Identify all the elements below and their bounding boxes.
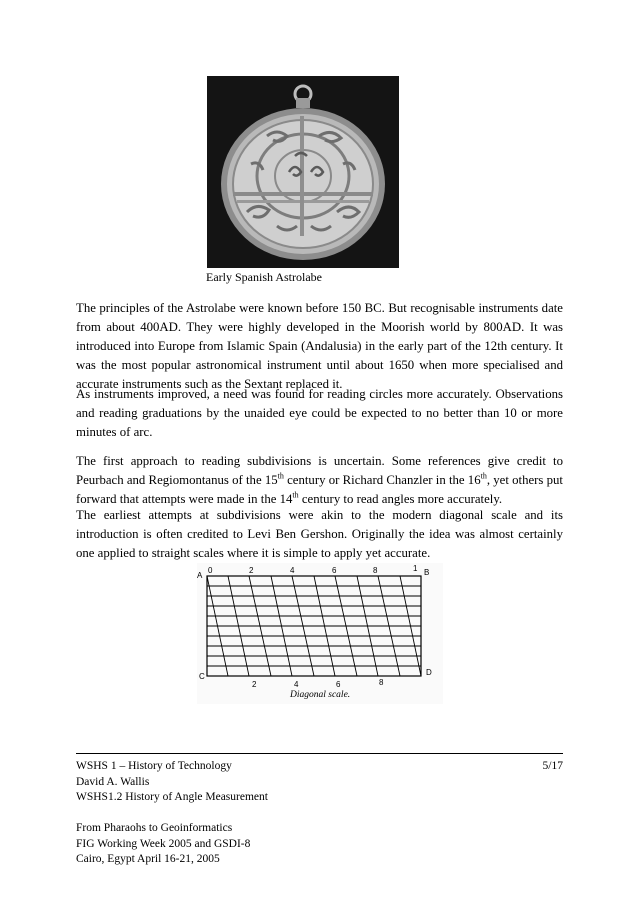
- top-tick-label: 1: [413, 564, 418, 573]
- bottom-tick-label: 2: [252, 680, 257, 689]
- corner-label-d: D: [426, 668, 432, 677]
- paragraph-subdivisions-origin: The first approach to reading subdivisions is uncertain. Some references give credit to Peurbach and Regiomontanus of the 15th century or Richard Chanzler in the 16th, yet others put forward that attempts were made in the 14th century to read angles more accurately.: [76, 454, 563, 506]
- top-tick-label: 6: [332, 566, 337, 575]
- footer-session: WSHS1.2 History of Angle Measurement: [76, 791, 268, 803]
- footer-author: David A. Wallis: [76, 775, 150, 788]
- paragraph-reading-accuracy: As instruments improved, a need was found for reading circles more accurately. Observations and reading graduations by the unaided eye could be expected to no better than 10 or more minutes of arc.: [76, 387, 563, 439]
- corner-label-b: B: [424, 568, 430, 577]
- bottom-tick-label: 6: [336, 680, 341, 689]
- footer-publication: From Pharaohs to Geoinformatics: [76, 822, 233, 834]
- paragraph-diagonal-scale: The earliest attempts at subdivisions were akin to the modern diagonal scale and its introduction is often credited to Levi Ben Gershon. Originally the idea was almost certainly one applied to straight scales where it is simple to apply yet accurate.: [76, 508, 563, 560]
- top-tick-label: 4: [290, 566, 295, 575]
- figure-caption: Diagonal scale.: [290, 690, 351, 700]
- bottom-tick-label: 8: [379, 678, 384, 687]
- astrolabe-photo: [207, 76, 399, 268]
- page-footer: [76, 759, 563, 868]
- footer-course-title: WSHS 1 – History of Technology: [76, 760, 232, 772]
- image-caption: Early Spanish Astrolabe: [206, 270, 322, 284]
- corner-label-a: A: [197, 571, 203, 580]
- page-number: 5/17: [542, 760, 563, 772]
- diagonal-scale-figure: [197, 563, 443, 704]
- footer-location: Cairo, Egypt April 16-21, 2005: [76, 853, 220, 865]
- footer-divider: [76, 753, 563, 754]
- bottom-tick-label: 4: [294, 680, 299, 689]
- top-tick-label: 8: [373, 566, 378, 575]
- top-tick-label: 0: [208, 566, 213, 575]
- top-tick-label: 2: [249, 566, 254, 575]
- paragraph-astrolabe-history: The principles of the Astrolabe were known before 150 BC. But recognisable instruments date from about 400AD. They were highly developed in the Moorish world by 800AD. It was introduced into Europe from Islamic Spain (Andalusia) in the early part of the 12th century. It was the most popular astronomical instrument until about 1650 when more specialised and accurate instruments such as the Sextant replaced it.: [76, 301, 563, 391]
- footer-event: FIG Working Week 2005 and GSDI-8: [76, 837, 251, 850]
- corner-label-c: C: [199, 672, 205, 681]
